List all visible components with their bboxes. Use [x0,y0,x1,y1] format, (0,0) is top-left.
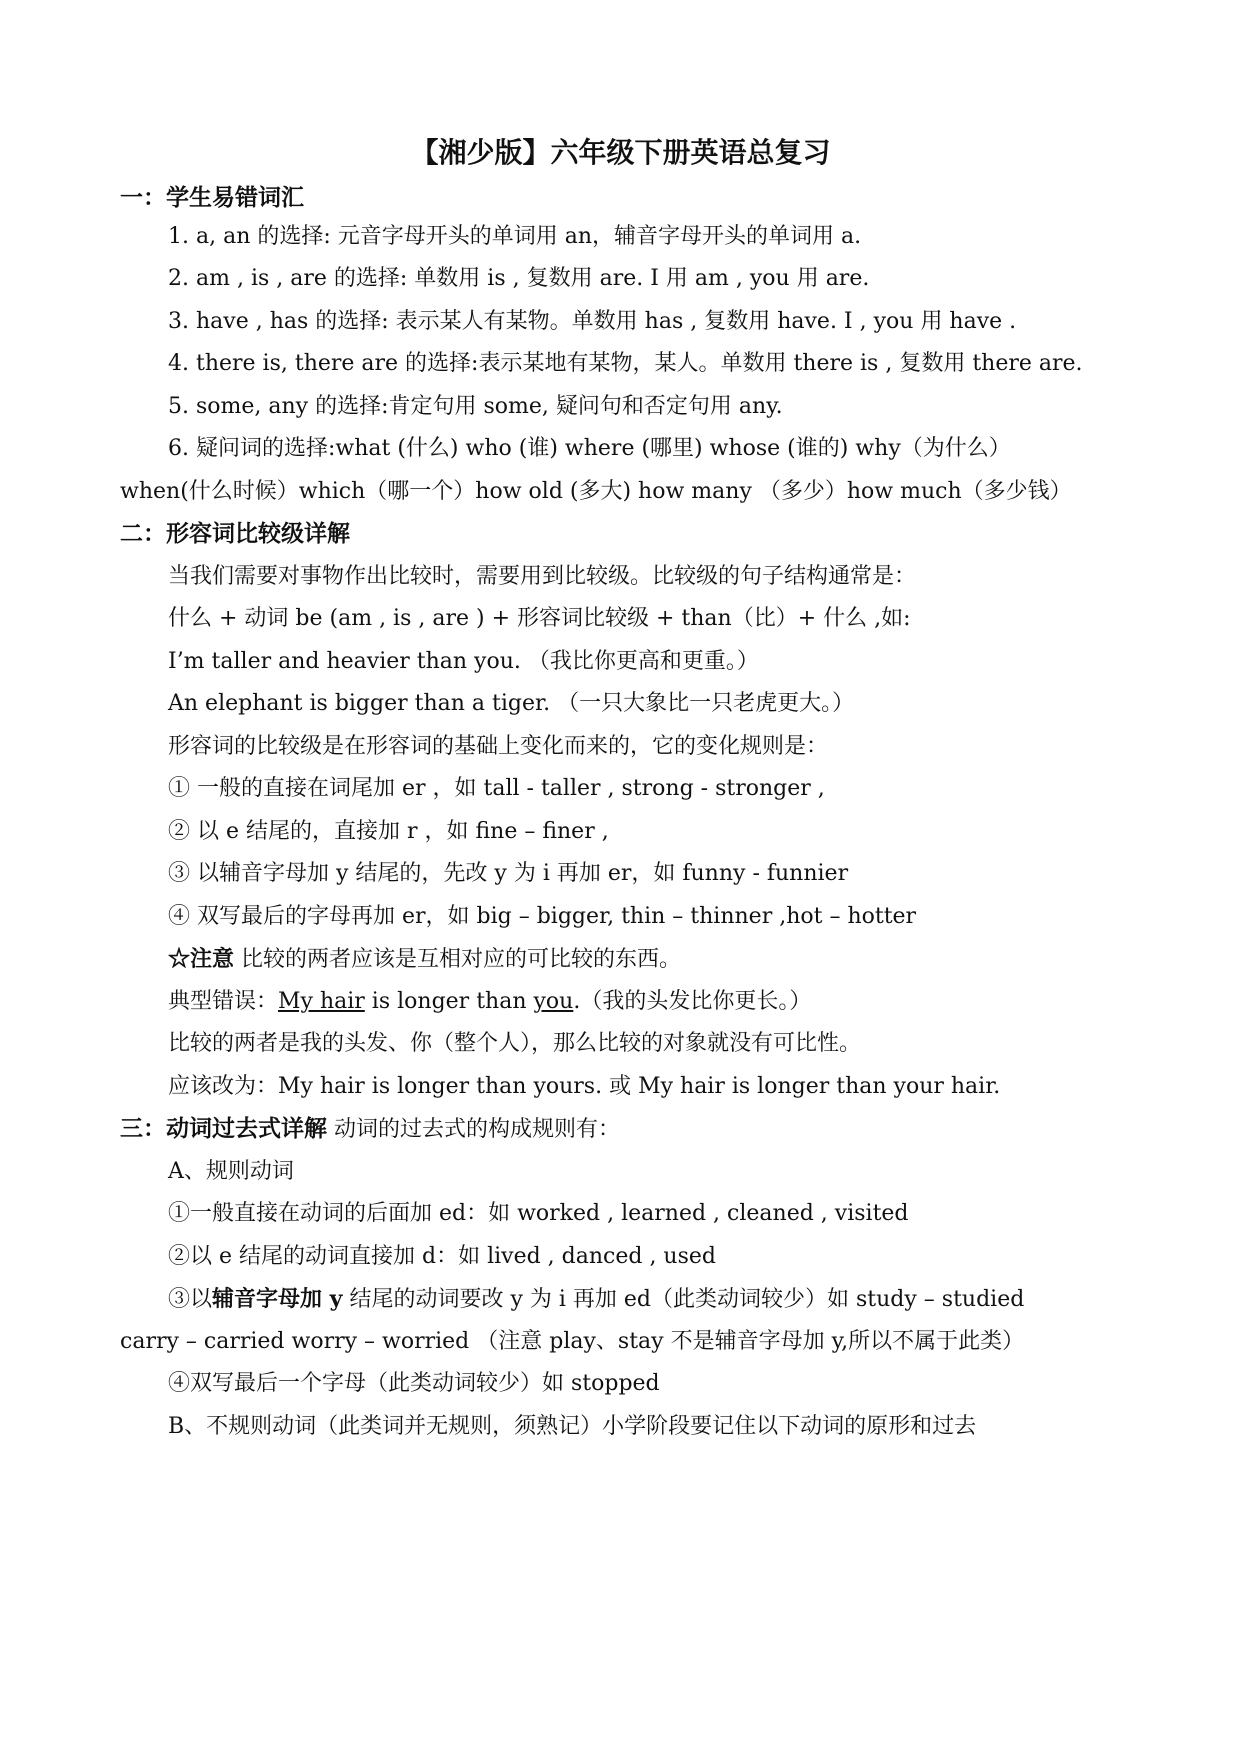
section3-regular-2: ②以 e 结尾的动词直接加 d：如 lived , danced , used [168,1244,716,1269]
section2-note [168,943,681,976]
section1-heading: 一：学生易错词汇 [120,184,304,211]
error-suffix: .（我的头发比你更长。） [573,989,812,1014]
regular-3-suffix: 结尾的动词要改 y 为 i 再加 ed（此类动词较少）如 study – studied [342,1287,1025,1312]
section1-item-1: 1. a, an 的选择: 元音字母开头的单词用 an，辅音字母开头的单词用 a. [168,224,862,249]
section3-irregular: B、不规则动词（此类词并无规则，须熟记）小学阶段要记住以下动词的原形和过去 [168,1414,977,1439]
section1-item-6-continued: when(什么时候）which（哪一个）how old (多大) how many （多少）how much（多少钱） [120,479,1072,504]
section2-rule-intro: 形容词的比较级是在形容词的基础上变化而来的，它的变化规则是： [168,734,829,759]
section2-intro: 当我们需要对事物作出比较时，需要用到比较级。比较级的句子结构通常是： [168,564,917,589]
page-title: 【湘少版】六年级下册英语总复习 [410,136,831,169]
section2-rule-4: ④ 双写最后的字母再加 er，如 big – bigger, thin – thinner ,hot – hotter [168,904,917,929]
regular-3-bold: 辅音字母加 y [212,1286,343,1312]
section1-item-6: 6. 疑问词的选择:what (什么) who (谁) where (哪里) whose (谁的) why（为什么） [168,436,1011,461]
section2-example-2: An elephant is bigger than a tiger. （一只大象比一只老虎更大。） [168,691,855,716]
note-text: 比较的两者应该是互相对应的可比较的东西。 [234,947,682,972]
section1-item-2: 2. am , is , are 的选择: 单数用 is , 复数用 are. I 用 am , you 用 are. [168,266,870,291]
section2-rule-2: ② 以 e 结尾的，直接加 r ，如 fine – finer , [168,819,609,844]
section3-regular-3-continued: carry – carried worry – worried （注意 play、stay 不是辅音字母加 y,所以不属于此类） [120,1329,1025,1354]
section3-heading: 三：动词过去式详解 [120,1115,327,1142]
error-underline-2: you [533,989,574,1014]
section1-item-5: 5. some, any 的选择:肯定句用 some, 疑问句和否定句用 any. [168,394,783,419]
section1-item-3: 3. have , has 的选择: 表示某人有某物。单数用 has , 复数用 have. I , you 用 have . [168,309,1017,334]
note-label: ☆注意 [168,946,235,972]
section2-explain: 比较的两者是我的头发、你（整个人），那么比较的对象就没有可比性。 [168,1031,862,1056]
section2-example-1: I’m taller and heavier than you. （我比你更高和更重。） [168,649,759,674]
error-middle: is longer than [364,989,534,1014]
section2-heading: 二：形容词比较级详解 [120,520,350,547]
section3-regular-4: ④双写最后一个字母（此类动词较少）如 stopped [168,1371,660,1396]
regular-3-prefix: ③以 [168,1287,213,1312]
error-prefix: 典型错误： [168,989,279,1014]
error-underline-1: My hair [278,989,365,1014]
section3-heading-line [120,1113,620,1146]
section2-typical-error [168,986,811,1018]
section3-regular-label: A、规则动词 [168,1159,294,1184]
section2-rule-1: ① 一般的直接在词尾加 er ，如 tall - taller , strong - stronger , [168,776,825,801]
section3-heading-note: 动词的过去式的构成规则有： [327,1117,620,1142]
section1-item-4: 4. there is, there are 的选择:表示某地有某物，某人。单数用 there is , 复数用 there are. [168,351,1083,376]
section3-regular-3 [168,1283,1024,1316]
section3-regular-1: ①一般直接在动词的后面加 ed：如 worked , learned , cleaned , visited [168,1201,909,1226]
section2-fix: 应该改为：My hair is longer than yours. 或 My hair is longer than your hair. [168,1074,1001,1099]
section2-formula: 什么 + 动词 be (am , is , are ) + 形容词比较级 + than（比）+ 什么 ,如: [168,606,911,631]
section2-rule-3: ③ 以辅音字母加 y 结尾的，先改 y 为 i 再加 er，如 funny - funnier [168,861,849,886]
